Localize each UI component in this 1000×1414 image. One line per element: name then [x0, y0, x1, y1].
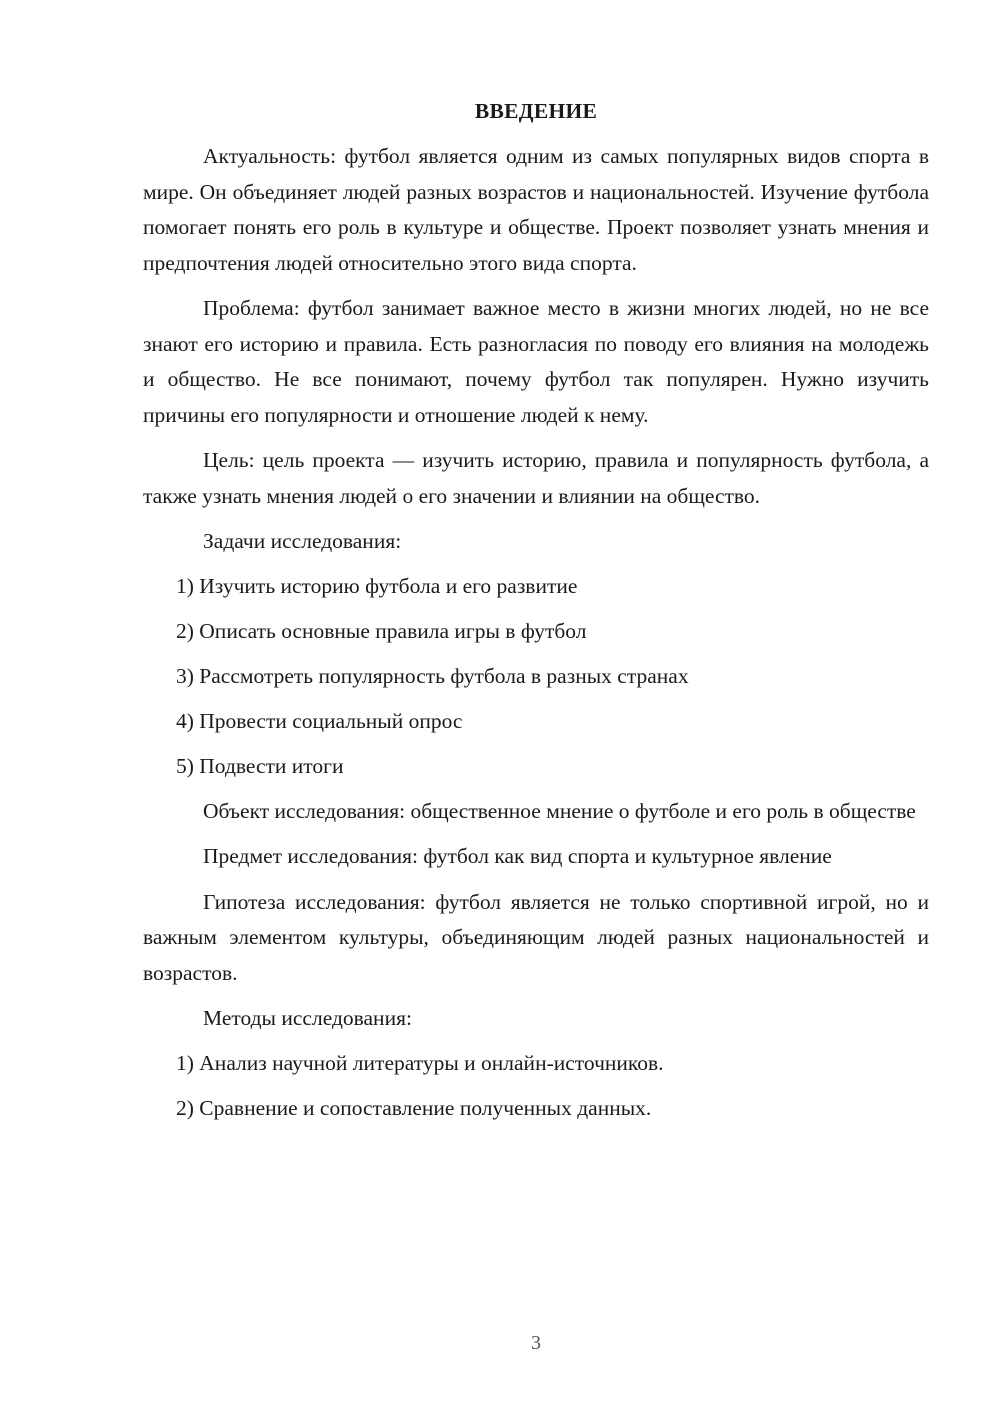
task-item: 3) Рассмотреть популярность футбола в разных странах	[176, 663, 689, 688]
tasks-list	[143, 569, 929, 785]
hypothesis-paragraph: Гипотеза исследования: футбол является не только спортивной игрой, но и важным элементом культуры, объединяющим людей разных национальностей и возрастов.	[143, 889, 929, 985]
method-item: 1) Анализ научной литературы и онлайн-источников.	[176, 1050, 664, 1075]
relevance-paragraph: Актуальность: футбол является одним из самых популярных видов спорта в мире. Он объединяет людей разных возрастов и национальностей. Изучение футбола помогает понять его роль в культуре и обществе. Проект позволяет узнать мнения и предпочтения людей относительно этого вида спорта.	[143, 144, 929, 275]
task-item: 2) Описать основные правила игры в футбол	[176, 618, 587, 643]
page-number: 3	[531, 1332, 541, 1354]
section-title: ВВЕДЕНИЕ	[474, 99, 598, 123]
methods-heading: Методы исследования:	[203, 1006, 412, 1030]
tasks-heading: Задачи исследования:	[203, 529, 402, 553]
method-item: 2) Сравнение и сопоставление полученных данных.	[176, 1095, 652, 1120]
goal-paragraph: Цель: цель проекта — изучить историю, правила и популярность футбола, а также узнать мнения людей о его значении и влиянии на общество.	[143, 448, 929, 508]
task-item: 5) Подвести итоги	[176, 753, 344, 778]
page-content	[143, 96, 929, 1136]
subject-paragraph: Предмет исследования: футбол как вид спорта и культурное явление	[203, 844, 832, 868]
task-item: 1) Изучить историю футбола и его развитие	[176, 573, 578, 598]
task-item: 4) Провести социальный опрос	[176, 708, 463, 733]
problem-paragraph: Проблема: футбол занимает важное место в жизни многих людей, но не все знают его историю и правила. Есть разногласия по поводу его влияния на молодежь и общество. Не все понимают, почему футбол так популярен. Нужно изучить причины его популярности и отношение людей к нему.	[143, 296, 929, 427]
methods-list	[143, 1046, 929, 1127]
object-paragraph: Объект исследования: общественное мнение о футболе и его роль в обществе	[203, 798, 916, 823]
